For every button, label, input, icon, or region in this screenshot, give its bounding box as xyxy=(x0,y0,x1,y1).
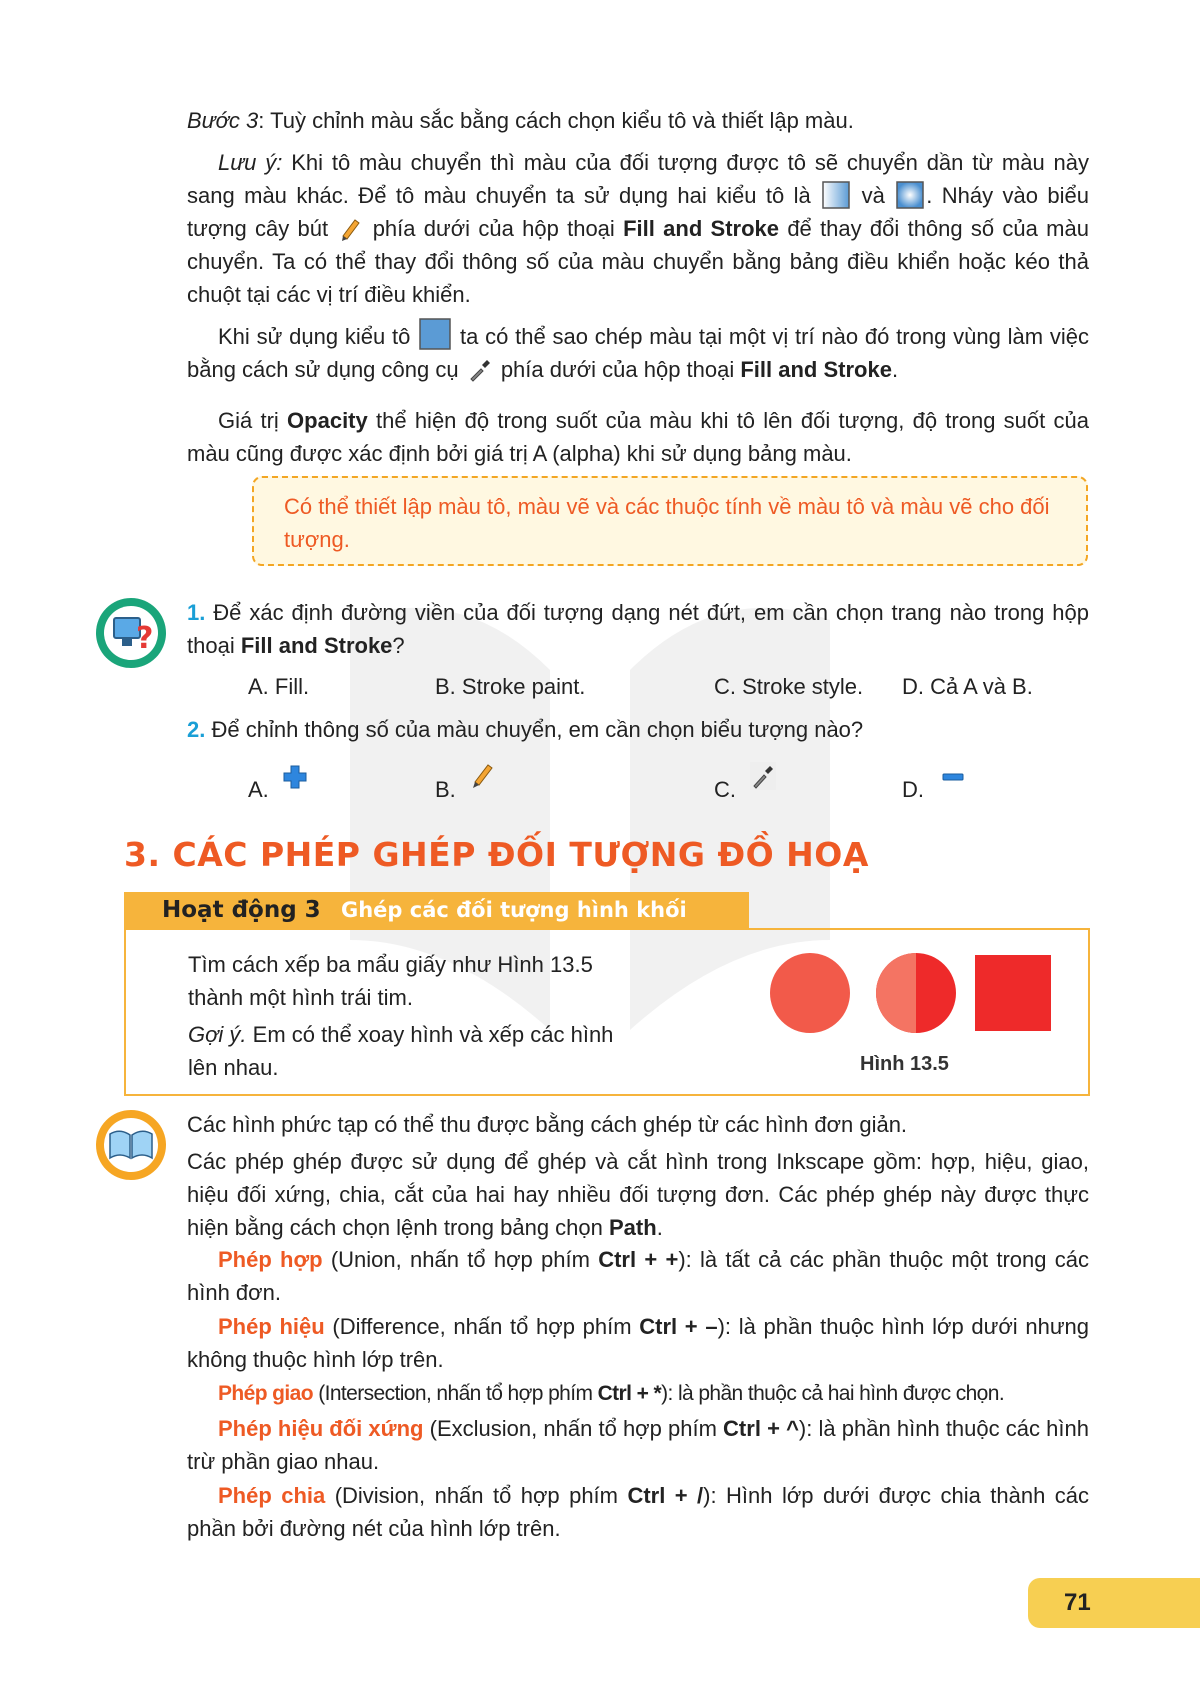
gradient-note-paragraph: Lưu ý: Khi tô màu chuyển thì màu của đối tượng được tô sẽ chuyển dần từ màu này sang màu khác. Để tô màu chuyển ta sử dụng hai kiểu tô là và . Nháy vào biểu tượng cây bút phía dưới của hộp thoại Fill and Stroke để thay đổi thông số của màu chuyển. Ta có thể thay đổi thông số của màu chuyển bằng bảng điều khiển hoặc kéo thả chuột tại các vị trí điều khiển. xyxy=(187,150,1090,307)
minus-icon xyxy=(942,772,964,782)
knowledge-paragraph-2: Các phép ghép được sử dụng để ghép và cắt hình trong Inkscape gồm: hợp, hiệu, giao, hiệu đối xứng, chia, cắt của hai hay nhiều đối tượng đơn. Các phép ghép này được thực hiện bằng cách chọn lệnh trong bảng chọn Path. xyxy=(187,1149,1089,1240)
activity-title: Ghép các đối tượng hình khối xyxy=(341,898,687,922)
page-number: 71 xyxy=(1064,1589,1091,1616)
q2-option-d: D. xyxy=(902,777,924,802)
figure-13-5 xyxy=(768,950,1068,1040)
op-intersection: Phép giao (Intersection, nhấn tổ hợp phím Ctrl + *): là phần thuộc cả hai hình được chọn. xyxy=(218,1382,1005,1405)
op-division: Phép chia (Division, nhấn tổ hợp phím Ctrl + /): Hình lớp dưới được chia thành các phần bởi đường nét của hình lớp trên. xyxy=(187,1483,1090,1541)
q1-option-c: C. Stroke style. xyxy=(714,674,864,699)
question-1: 1. Để xác định đường viền của đối tượng dạng nét đứt, em cần chọn trang nào trong hộp thoại Fill and Stroke? xyxy=(187,600,1089,658)
question-2: 2. Để chỉnh thông số của màu chuyển, em cần chọn biểu tượng nào? xyxy=(187,717,864,742)
figure-caption: Hình 13.5 xyxy=(860,1053,949,1075)
pencil-icon xyxy=(470,760,496,790)
op-exclusion: Phép hiệu đối xứng (Exclusion, nhấn tổ hợp phím Ctrl + ^): là phần hình thuộc các hình trừ phần giao nhau. xyxy=(187,1416,1089,1474)
summary-box xyxy=(252,476,1088,566)
svg-text:?: ? xyxy=(136,621,154,656)
radial-gradient-icon xyxy=(896,181,924,209)
knowledge-paragraph-1: Các hình phức tạp có thể thu được bằng cách ghép từ các hình đơn giản. xyxy=(187,1112,908,1137)
op-difference: Phép hiệu (Difference, nhấn tổ hợp phím Ctrl + –): là phần thuộc hình lớp dưới nhưng không thuộc hình lớp trên. xyxy=(187,1314,1090,1372)
q2-option-b: B. xyxy=(435,777,456,802)
linear-gradient-icon xyxy=(822,181,850,209)
activity-header xyxy=(124,892,749,930)
section-title: 3. CÁC PHÉP GHÉP ĐỐI TƯỢNG ĐỒ HOẠ xyxy=(124,835,869,874)
q2-option-c: C. xyxy=(714,777,736,802)
page-number-tab xyxy=(1028,1578,1200,1628)
flat-color-paragraph: Khi sử dụng kiểu tô ta có thể sao chép màu tại một vị trí nào đó trong vùng làm việc bằng cách sử dụng công cụ phía dưới của hộp thoại Fill and Stroke. xyxy=(187,318,1089,386)
q1-option-b: B. Stroke paint. xyxy=(435,674,586,699)
q1-option-a: A. Fill. xyxy=(248,674,310,699)
knowledge-book-icon xyxy=(94,1108,168,1182)
pencil-icon xyxy=(338,216,362,242)
question-icon xyxy=(94,596,168,670)
summary-text: Có thể thiết lập màu tô, màu vẽ và các thuộc tính về màu tô và màu vẽ cho đối tượng. xyxy=(284,494,1050,552)
q2-option-a: A. xyxy=(248,777,269,802)
activity-task: Tìm cách xếp ba mẩu giấy như Hình 13.5 thành một hình trái tim. xyxy=(188,952,593,1010)
step3-paragraph: Bước 3: Tuỳ chỉnh màu sắc bằng cách chọn kiểu tô và thiết lập màu. xyxy=(187,108,854,133)
activity-hint: Gợi ý. Em có thể xoay hình và xếp các hình lên nhau. xyxy=(188,1022,614,1080)
eyedropper-icon xyxy=(750,762,776,790)
eyedropper-icon xyxy=(467,357,493,383)
opacity-paragraph: Giá trị Opacity thể hiện độ trong suốt của màu khi tô lên đối tượng, độ trong suốt của màu cũng được xác định bởi giá trị A (alpha) khi sử dụng bảng màu. xyxy=(187,408,1089,466)
activity-label: Hoạt động 3 xyxy=(162,897,321,923)
op-union: Phép hợp (Union, nhấn tổ hợp phím Ctrl + +): là tất cả các phần thuộc một trong các hình đơn. xyxy=(187,1247,1089,1305)
flat-color-icon xyxy=(419,318,451,350)
activity-text xyxy=(188,948,633,1084)
q1-option-d: D. Cả A và B. xyxy=(902,674,1033,699)
plus-icon xyxy=(282,764,308,790)
